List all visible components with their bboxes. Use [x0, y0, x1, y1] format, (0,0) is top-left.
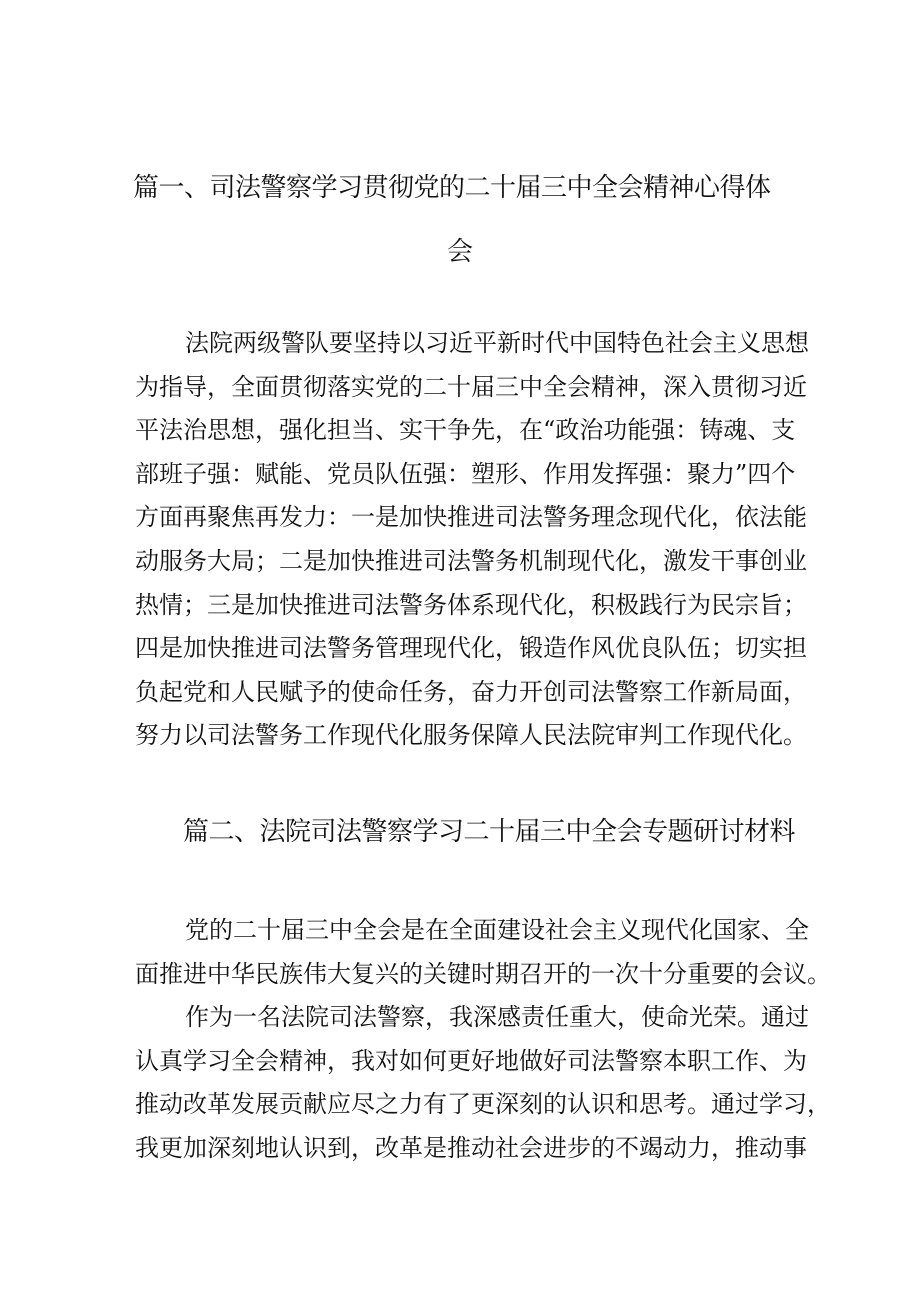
- paragraph-line: 法院两级警队要坚持以习近平新时代中国特色社会主义思想: [185, 329, 809, 357]
- section2-paragraph2: [135, 996, 831, 1170]
- paragraph-line: 平法治思想，强化担当、实干争先，在“政治功能强：铸魂、支: [135, 416, 796, 445]
- section2-paragraph1: [135, 909, 831, 996]
- paragraph-line: 四是加快推进司法警务管理现代化，锻造作风优良队伍；切实担: [135, 634, 807, 663]
- paragraph-line: 努力以司法警务工作现代化服务保障人民法院审判工作现代化。: [135, 721, 807, 750]
- paragraph-line: 认真学习全会精神，我对如何更好地做好司法警察本职工作、为: [135, 1046, 807, 1075]
- paragraph-line: 我更加深刻地认识到，改革是推动社会进步的不竭动力，推动事: [135, 1133, 807, 1162]
- section1-heading-line1: 篇一、司法警察学习贯彻党的二十届三中全会精神心得体: [133, 173, 771, 203]
- paragraph-line: 面推进中华民族伟大复兴的关键时期召开的一次十分重要的会议。: [135, 959, 831, 988]
- paragraph-line: 作为一名法院司法警察，我深感责任重大，使命光荣。通过: [185, 1003, 809, 1031]
- section1-heading-line2: 会: [447, 237, 473, 267]
- paragraph-line: 推动改革发展贡献应尽之力有了更深刻的认识和思考。通过学习，: [135, 1090, 831, 1119]
- paragraph-line: 热情；三是加快推进司法警务体系现代化，积极践行为民宗旨；: [135, 590, 807, 619]
- section1-paragraph: [135, 322, 809, 758]
- section1-heading: [133, 156, 793, 284]
- section2-heading: 篇二、法院司法警察学习二十届三中全会专题研讨材料: [183, 817, 796, 847]
- paragraph-line: 动服务大局；二是加快推进司法警务机制现代化，激发干事创业: [135, 546, 807, 575]
- paragraph-line: 为指导，全面贯彻落实党的二十届三中全会精神，深入贯彻习近: [135, 372, 807, 401]
- paragraph-line: 党的二十届三中全会是在全面建设社会主义现代化国家、全: [185, 916, 809, 944]
- paragraph-line: 负起党和人民赋予的使命任务，奋力开创司法警察工作新局面，: [135, 677, 807, 706]
- paragraph-line: 部班子强：赋能、党员队伍强：塑形、作用发挥强：聚力”四个: [135, 459, 796, 488]
- paragraph-line: 方面再聚焦再发力：一是加快推进司法警务理念现代化，依法能: [135, 503, 807, 532]
